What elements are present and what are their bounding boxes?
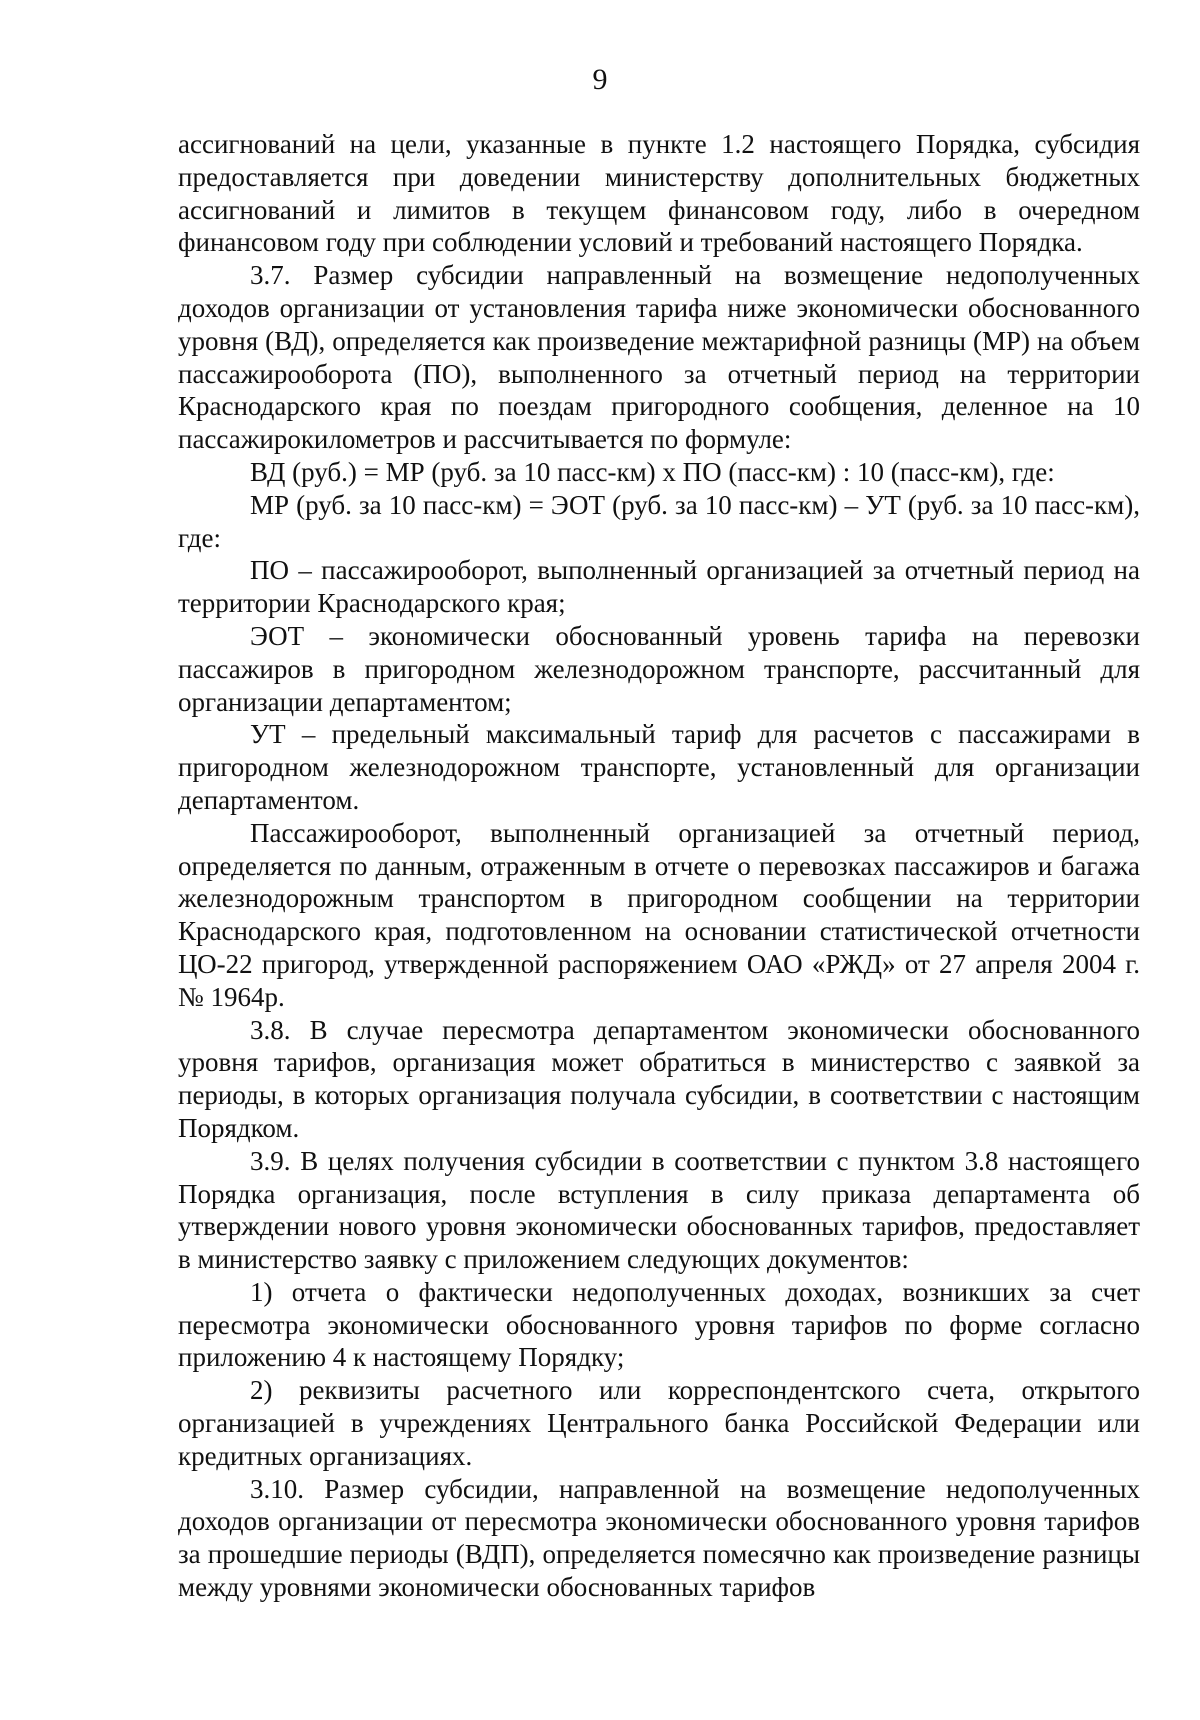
document-body — [178, 128, 1140, 1604]
list-item-2: 2) реквизиты расчетного или корреспондентского счета, открытого организацией в учреждениях Центрального банка Российской Федерации или кредитных организациях. — [178, 1375, 1140, 1471]
definition-eot: ЭОТ – экономически обоснованный уровень тарифа на перевозки пассажиров в пригородном железнодорожном транспорте, рассчитанный для организации департаментом; — [178, 620, 1140, 717]
page-number: 9 — [592, 63, 608, 96]
formula-vd: ВД (руб.) = МР (руб. за 10 пасс-км) х ПО (пасс-км) : 10 (пасс-км), где: — [250, 456, 1055, 487]
paragraph-3-8: 3.8. В случае пересмотра департаментом экономически обоснованного уровня тарифов, организация может обратиться в министерство с заявкой за периоды, в которых организация получала субсидии, в соответствии с настоящим Порядком. — [178, 1014, 1140, 1143]
paragraph-3-10: 3.10. Размер субсидии, направленной на возмещение недополученных доходов организации от пересмотра экономически обоснованного уровня тарифов за прошедшие периоды (ВДП), определяется помесячно как произведение разницы между уровнями экономически обоснованных тарифов — [178, 1473, 1140, 1603]
paragraph-3-9: 3.9. В целях получения субсидии в соответствии с пунктом 3.8 настоящего Порядка организация, после вступления в силу приказа департамента об утверждении нового уровня экономически обоснованных тарифов, предоставляет в министерство заявку с приложением следующих документов: — [178, 1145, 1140, 1275]
definition-po: ПО – пассажирооборот, выполненный организацией за отчетный период на территории Краснодарского края; — [178, 555, 1140, 619]
list-item-1: 1) отчета о фактически недополученных доходах, возникших за счет пересмотра экономически обоснованного уровня тарифов по форме согласно приложению 4 к настоящему Порядку; — [178, 1276, 1140, 1373]
paragraph-passenger-turnover: Пассажирооборот, выполненный организацией за отчетный период, определяется по данным, отраженным в отчете о перевозках пассажиров и багажа железнодорожным транспортом в пригородном сообщении на территории Краснодарского края, подготовленном на основании статистической отчетности ЦО-22 пригород, утвержденной распоряжением ОАО «РЖД» от 27 апреля 2004 г. № 1964р. — [178, 817, 1140, 1012]
formula-mr: МР (руб. за 10 пасс-км) = ЭОТ (руб. за 10 пасс-км) – УТ (руб. за 10 пасс-км), где: — [178, 489, 1140, 553]
definition-ut: УТ – предельный максимальный тариф для расчетов с пассажирами в пригородном железнодорожном транспорте, установленный для организации департаментом. — [178, 719, 1140, 815]
paragraph-3-7: 3.7. Размер субсидии направленный на возмещение недополученных доходов организации от установления тарифа ниже экономически обоснованного уровня (ВД), определяется как произведение межтарифной разницы (МР) на объем пассажирооборота (ПО), выполненного за отчетный период на территории Краснодарского края по поездам пригородного сообщения, деленное на 10 пассажирокилометров и рассчитывается по формуле: — [178, 260, 1140, 455]
paragraph-continuation: ассигнований на цели, указанные в пункте 1.2 настоящего Порядка, субсидия предоставляется при доведении министерству дополнительных бюджетных ассигнований и лимитов в текущем финансовом году, либо в очередном финансовом году при соблюдении условий и требований настоящего Порядка. — [178, 129, 1140, 258]
